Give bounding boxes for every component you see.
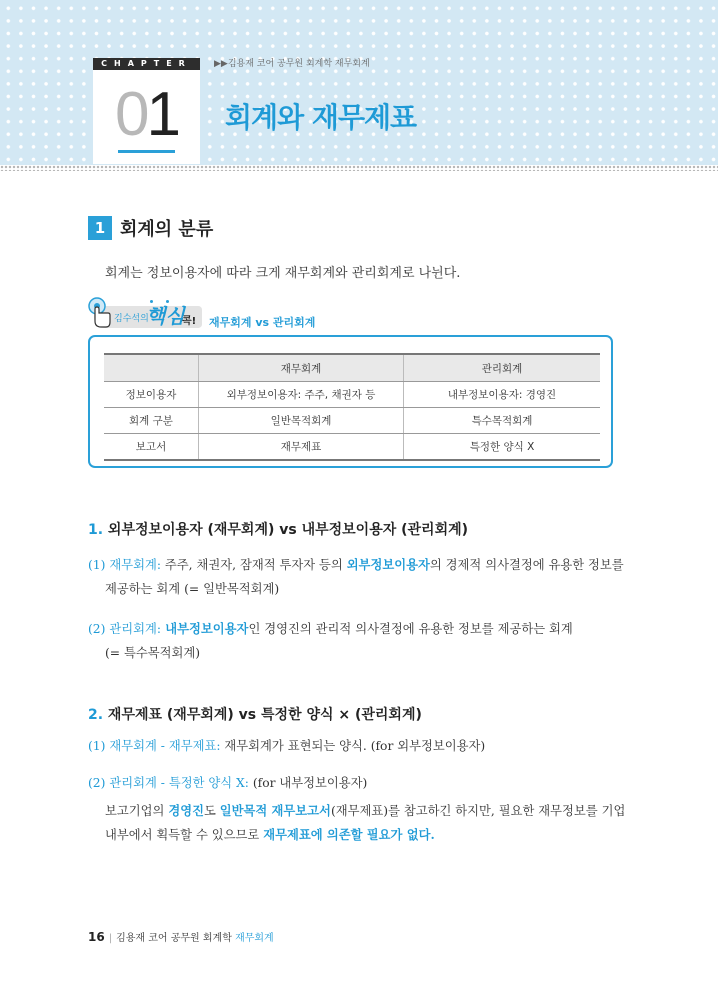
paragraph bbox=[105, 799, 645, 823]
text-run: 도 bbox=[203, 804, 220, 818]
comparison-table bbox=[104, 353, 600, 461]
table-row bbox=[104, 382, 600, 408]
paragraph bbox=[88, 617, 628, 641]
paragraph: 제공하는 회계 (= 일반목적회계) bbox=[105, 582, 280, 596]
badge-dot bbox=[166, 300, 169, 303]
highlight-text: 재무제표에 의존할 필요가 없다. bbox=[263, 827, 435, 842]
highlight-text: 일반목적 재무보고서 bbox=[219, 803, 331, 818]
table-cell: 정보이용자 bbox=[104, 382, 199, 408]
page-footer bbox=[88, 929, 274, 944]
chapter-label: CHAPTER bbox=[93, 58, 200, 70]
badge-dot bbox=[150, 300, 153, 303]
table-cell: 특수목적회계 bbox=[404, 408, 601, 434]
intro-text: 회계는 정보이용자에 따라 크게 재무회계와 관리회계로 나뉜다. bbox=[105, 266, 461, 281]
text-run: (재무제표)를 참고하긴 하지만, 필요한 재무정보를 기업 bbox=[330, 804, 626, 818]
chapter-title: 회계와 재무제표 bbox=[225, 101, 417, 134]
key-point-caption: 재무회계 vs 관리회계 bbox=[209, 316, 316, 329]
footer-book-title: 김용재 코어 공무원 회계학 bbox=[116, 933, 232, 944]
highlight-text: 내부정보이용자 bbox=[161, 621, 249, 636]
chapter-underline bbox=[118, 150, 175, 153]
page-number: 16 bbox=[88, 930, 105, 944]
paragraph bbox=[105, 823, 645, 847]
table-header-cell: 관리회계 bbox=[404, 354, 601, 382]
badge-author: 김수석의 bbox=[114, 314, 149, 324]
table-cell: 특정한 양식 X bbox=[404, 434, 601, 461]
chapter-number bbox=[100, 80, 193, 149]
text-run: 내부에서 획득할 수 있으므로 bbox=[105, 828, 264, 842]
highlight-text: 경영진 bbox=[168, 803, 204, 818]
table-row bbox=[104, 434, 600, 461]
key-point-badge bbox=[86, 297, 204, 331]
subsection-heading bbox=[88, 704, 422, 724]
item-label: (2) 관리회계: bbox=[88, 622, 161, 636]
subsection-heading bbox=[88, 519, 468, 539]
table-header-cell: 재무회계 bbox=[199, 354, 404, 382]
table-header-cell bbox=[104, 354, 199, 382]
subsection-number: 2. bbox=[88, 707, 104, 723]
header-divider bbox=[0, 165, 718, 171]
text-run: 인 경영진의 관리적 의사결정에 유용한 정보를 제공하는 회계 bbox=[248, 622, 573, 636]
text-run: 보고기업의 bbox=[105, 804, 169, 818]
text-run: (for 내부정보이용자) bbox=[248, 776, 368, 790]
table-row bbox=[104, 408, 600, 434]
subsection-title: 외부정보이용자 (재무회계) vs 내부정보이용자 (관리회계) bbox=[103, 522, 469, 538]
paragraph bbox=[88, 553, 628, 577]
subsection-number: 1. bbox=[88, 522, 104, 538]
footer-subject: 재무회계 bbox=[235, 933, 274, 944]
paragraph bbox=[88, 771, 628, 795]
item-label: (2) 관리회계 - 특정한 양식 X: bbox=[88, 776, 249, 790]
text-run: 주주, 채권자, 잠재적 투자자 등의 bbox=[161, 558, 347, 572]
highlight-text: 외부정보이용자 bbox=[346, 557, 430, 572]
chapter-number-second: 1 bbox=[146, 80, 178, 149]
table-cell: 회계 구분 bbox=[104, 408, 199, 434]
pointing-hand-icon bbox=[86, 297, 114, 331]
badge-kok: 콕! bbox=[182, 316, 197, 327]
table-cell: 내부정보이용자: 경영진 bbox=[404, 382, 601, 408]
table-header-row bbox=[104, 354, 600, 382]
chapter-number-first: 0 bbox=[115, 80, 147, 149]
footer-separator: | bbox=[108, 933, 113, 944]
text-run: 재무회계가 표현되는 양식. (for 외부정보이용자) bbox=[220, 739, 486, 753]
text-run: 의 경제적 의사결정에 유용한 정보를 bbox=[429, 558, 624, 572]
breadcrumb: ▶▶김용재 코어 공무원 회계학 재무회계 bbox=[214, 59, 370, 69]
badge-core: 핵심 bbox=[146, 304, 185, 328]
item-label: (1) 재무회계: bbox=[88, 558, 161, 572]
table-cell: 외부정보이용자: 주주, 채권자 등 bbox=[199, 382, 404, 408]
table-cell: 일반목적회계 bbox=[199, 408, 404, 434]
item-label: (1) 재무회계 - 재무제표: bbox=[88, 739, 221, 753]
section-title: 회계의 분류 bbox=[120, 219, 214, 240]
subsection-title: 재무제표 (재무회계) vs 특정한 양식 × (관리회계) bbox=[103, 707, 422, 723]
table-cell: 보고서 bbox=[104, 434, 199, 461]
paragraph bbox=[88, 734, 628, 758]
paragraph: (= 특수목적회계) bbox=[105, 646, 201, 660]
section-number: 1 bbox=[88, 216, 112, 240]
table-cell: 재무제표 bbox=[199, 434, 404, 461]
